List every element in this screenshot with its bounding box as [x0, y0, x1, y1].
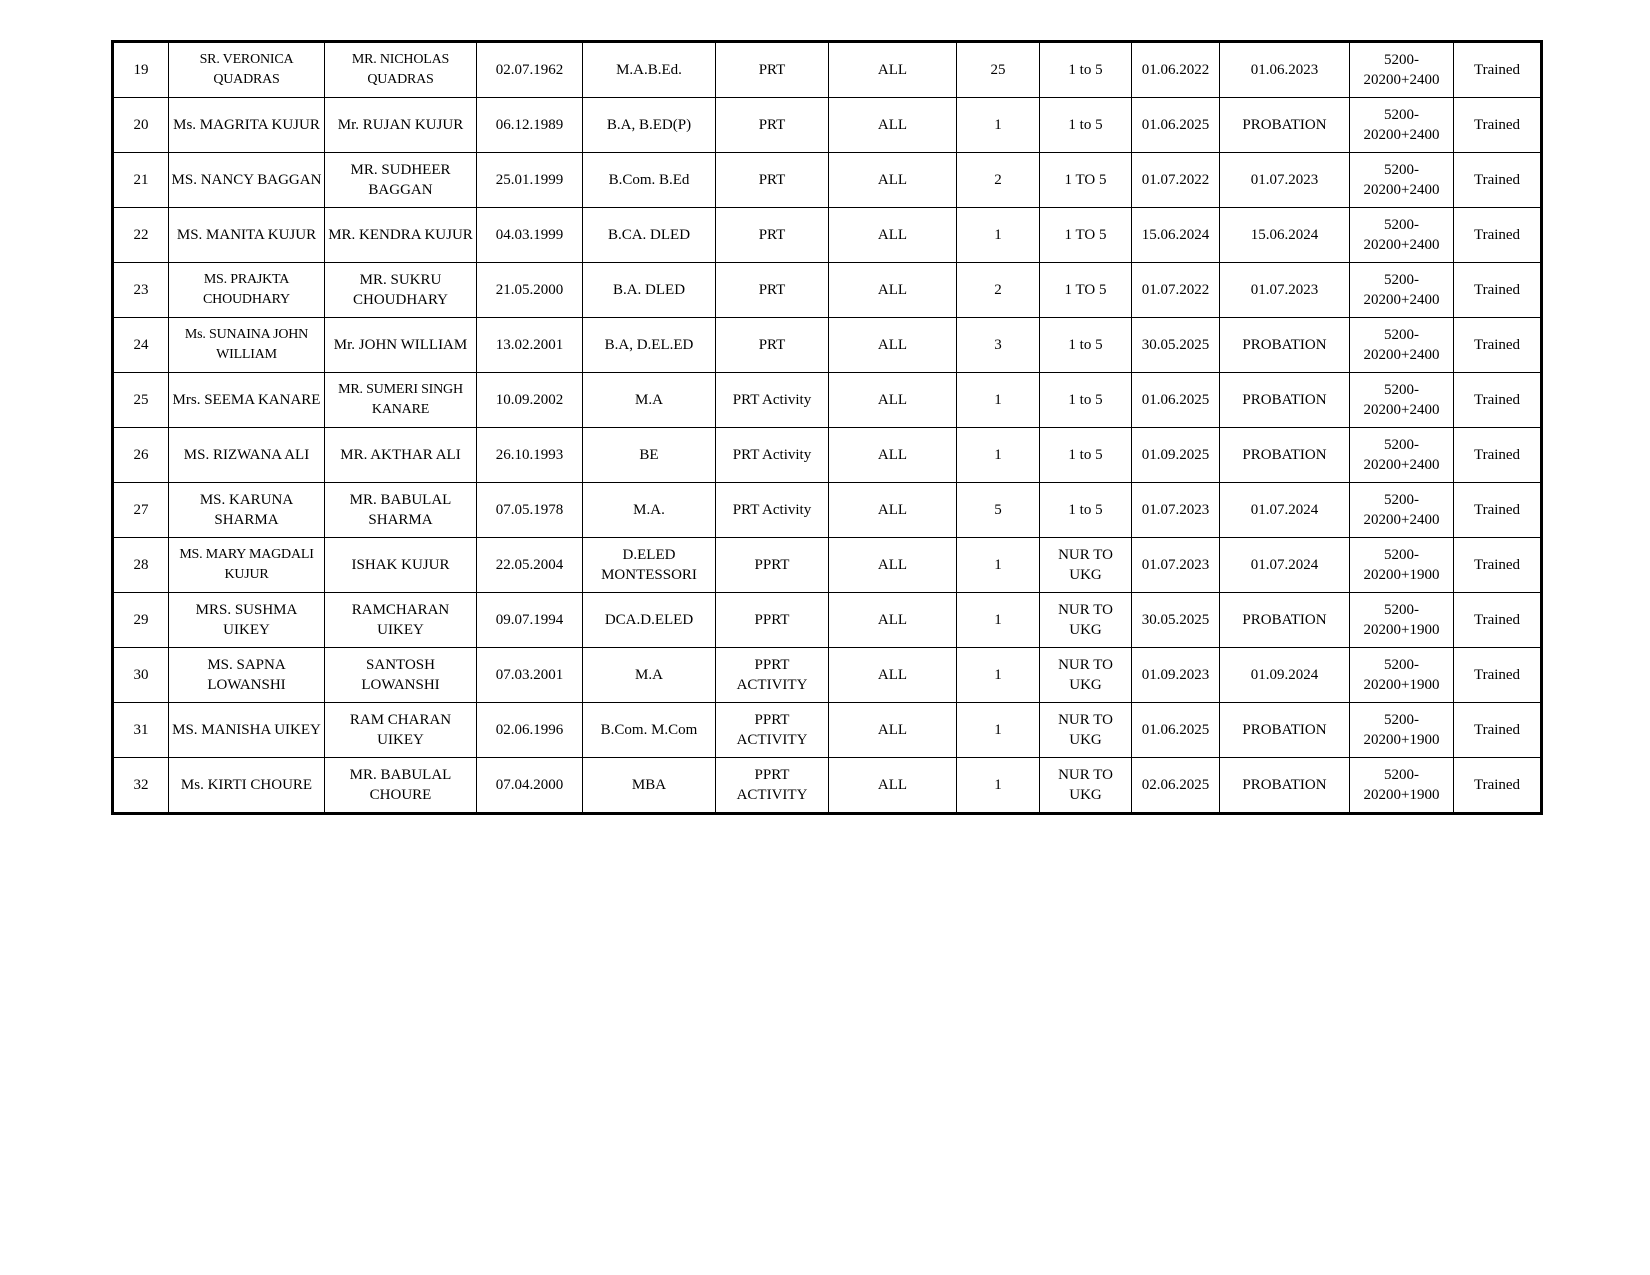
- teacher-name-cell: MRS. SUSHMA UIKEY: [169, 593, 325, 648]
- serial-number-cell: 25: [113, 373, 169, 428]
- pay-scale-cell: 5200-20200+1900: [1350, 703, 1454, 758]
- confirmation-date-cell: PROBATION: [1220, 428, 1350, 483]
- birth-date-cell: 09.07.1994: [477, 593, 583, 648]
- training-status-cell: Trained: [1454, 318, 1542, 373]
- teacher-name-cell: Ms. MAGRITA KUJUR: [169, 98, 325, 153]
- table-row: [113, 593, 1542, 648]
- serial-number-cell: 21: [113, 153, 169, 208]
- subject-cell: ALL: [829, 593, 957, 648]
- qualification-cell: M.A: [583, 373, 716, 428]
- table-row: [113, 153, 1542, 208]
- birth-date-cell: 10.09.2002: [477, 373, 583, 428]
- appointment-date-cell: 01.09.2025: [1132, 428, 1220, 483]
- qualification-cell: BE: [583, 428, 716, 483]
- classes-cell: 1 to 5: [1040, 98, 1132, 153]
- pay-scale-cell: 5200-20200+2400: [1350, 263, 1454, 318]
- confirmation-date-cell: 01.06.2023: [1220, 42, 1350, 98]
- training-status-cell: Trained: [1454, 703, 1542, 758]
- subject-cell: ALL: [829, 703, 957, 758]
- confirmation-date-cell: 01.07.2024: [1220, 483, 1350, 538]
- confirmation-date-cell: PROBATION: [1220, 98, 1350, 153]
- birth-date-cell: 04.03.1999: [477, 208, 583, 263]
- subject-cell: ALL: [829, 758, 957, 814]
- confirmation-date-cell: PROBATION: [1220, 703, 1350, 758]
- appointment-date-cell: 01.06.2025: [1132, 703, 1220, 758]
- experience-cell: 2: [957, 263, 1040, 318]
- teacher-name-cell: MS. MANISHA UIKEY: [169, 703, 325, 758]
- pay-scale-cell: 5200-20200+1900: [1350, 648, 1454, 703]
- serial-number-cell: 23: [113, 263, 169, 318]
- birth-date-cell: 13.02.2001: [477, 318, 583, 373]
- appointment-date-cell: 01.06.2022: [1132, 42, 1220, 98]
- table-row: [113, 538, 1542, 593]
- subject-cell: ALL: [829, 263, 957, 318]
- table-row: [113, 483, 1542, 538]
- subject-cell: ALL: [829, 318, 957, 373]
- qualification-cell: B.A, D.EL.ED: [583, 318, 716, 373]
- serial-number-cell: 32: [113, 758, 169, 814]
- father-name-cell: MR. SUMERI SINGH KANARE: [325, 373, 477, 428]
- training-status-cell: Trained: [1454, 428, 1542, 483]
- birth-date-cell: 26.10.1993: [477, 428, 583, 483]
- training-status-cell: Trained: [1454, 153, 1542, 208]
- teacher-name-cell: Mrs. SEEMA KANARE: [169, 373, 325, 428]
- staff-table-body: [113, 42, 1542, 814]
- subject-cell: ALL: [829, 483, 957, 538]
- birth-date-cell: 02.07.1962: [477, 42, 583, 98]
- teacher-name-cell: MS. NANCY BAGGAN: [169, 153, 325, 208]
- qualification-cell: M.A.: [583, 483, 716, 538]
- father-name-cell: MR. SUKRU CHOUDHARY: [325, 263, 477, 318]
- pay-scale-cell: 5200-20200+2400: [1350, 373, 1454, 428]
- table-row: [113, 428, 1542, 483]
- qualification-cell: D.ELED MONTESSORI: [583, 538, 716, 593]
- pay-scale-cell: 5200-20200+1900: [1350, 593, 1454, 648]
- birth-date-cell: 07.05.1978: [477, 483, 583, 538]
- appointment-date-cell: 15.06.2024: [1132, 208, 1220, 263]
- teacher-name-cell: MS. PRAJKTA CHOUDHARY: [169, 263, 325, 318]
- birth-date-cell: 02.06.1996: [477, 703, 583, 758]
- father-name-cell: MR. BABULAL CHOURE: [325, 758, 477, 814]
- teacher-name-cell: SR. VERONICA QUADRAS: [169, 42, 325, 98]
- post-cell: PRT: [716, 263, 829, 318]
- classes-cell: NUR TO UKG: [1040, 593, 1132, 648]
- table-row: [113, 318, 1542, 373]
- qualification-cell: B.Com. B.Ed: [583, 153, 716, 208]
- teacher-name-cell: MS. SAPNA LOWANSHI: [169, 648, 325, 703]
- subject-cell: ALL: [829, 98, 957, 153]
- teacher-name-cell: MS. MANITA KUJUR: [169, 208, 325, 263]
- teacher-name-cell: Ms. KIRTI CHOURE: [169, 758, 325, 814]
- post-cell: PPRT ACTIVITY: [716, 758, 829, 814]
- pay-scale-cell: 5200-20200+2400: [1350, 153, 1454, 208]
- staff-table: [111, 40, 1543, 815]
- teacher-name-cell: MS. KARUNA SHARMA: [169, 483, 325, 538]
- pay-scale-cell: 5200-20200+2400: [1350, 208, 1454, 263]
- father-name-cell: MR. SUDHEER BAGGAN: [325, 153, 477, 208]
- birth-date-cell: 21.05.2000: [477, 263, 583, 318]
- father-name-cell: RAM CHARAN UIKEY: [325, 703, 477, 758]
- subject-cell: ALL: [829, 648, 957, 703]
- father-name-cell: Mr. JOHN WILLIAM: [325, 318, 477, 373]
- pay-scale-cell: 5200-20200+2400: [1350, 428, 1454, 483]
- qualification-cell: DCA.D.ELED: [583, 593, 716, 648]
- training-status-cell: Trained: [1454, 648, 1542, 703]
- serial-number-cell: 22: [113, 208, 169, 263]
- qualification-cell: MBA: [583, 758, 716, 814]
- classes-cell: 1 to 5: [1040, 42, 1132, 98]
- post-cell: PRT Activity: [716, 428, 829, 483]
- experience-cell: 2: [957, 153, 1040, 208]
- table-row: [113, 208, 1542, 263]
- appointment-date-cell: 01.07.2022: [1132, 153, 1220, 208]
- teacher-name-cell: Ms. SUNAINA JOHN WILLIAM: [169, 318, 325, 373]
- father-name-cell: MR. BABULAL SHARMA: [325, 483, 477, 538]
- table-row: [113, 42, 1542, 98]
- subject-cell: ALL: [829, 42, 957, 98]
- post-cell: PRT: [716, 208, 829, 263]
- pay-scale-cell: 5200-20200+2400: [1350, 483, 1454, 538]
- confirmation-date-cell: PROBATION: [1220, 373, 1350, 428]
- classes-cell: NUR TO UKG: [1040, 758, 1132, 814]
- father-name-cell: Mr. RUJAN KUJUR: [325, 98, 477, 153]
- experience-cell: 1: [957, 648, 1040, 703]
- post-cell: PRT: [716, 42, 829, 98]
- post-cell: PPRT: [716, 593, 829, 648]
- subject-cell: ALL: [829, 153, 957, 208]
- pay-scale-cell: 5200-20200+1900: [1350, 538, 1454, 593]
- experience-cell: 1: [957, 98, 1040, 153]
- appointment-date-cell: 30.05.2025: [1132, 593, 1220, 648]
- appointment-date-cell: 02.06.2025: [1132, 758, 1220, 814]
- birth-date-cell: 07.03.2001: [477, 648, 583, 703]
- serial-number-cell: 30: [113, 648, 169, 703]
- table-row: [113, 758, 1542, 814]
- training-status-cell: Trained: [1454, 593, 1542, 648]
- teacher-name-cell: MS. RIZWANA ALI: [169, 428, 325, 483]
- experience-cell: 1: [957, 208, 1040, 263]
- serial-number-cell: 24: [113, 318, 169, 373]
- father-name-cell: MR. NICHOLAS QUADRAS: [325, 42, 477, 98]
- birth-date-cell: 25.01.1999: [477, 153, 583, 208]
- experience-cell: 25: [957, 42, 1040, 98]
- training-status-cell: Trained: [1454, 42, 1542, 98]
- training-status-cell: Trained: [1454, 758, 1542, 814]
- experience-cell: 1: [957, 373, 1040, 428]
- subject-cell: ALL: [829, 428, 957, 483]
- table-row: [113, 98, 1542, 153]
- pay-scale-cell: 5200-20200+2400: [1350, 318, 1454, 373]
- birth-date-cell: 07.04.2000: [477, 758, 583, 814]
- classes-cell: 1 TO 5: [1040, 263, 1132, 318]
- post-cell: PRT: [716, 318, 829, 373]
- post-cell: PRT Activity: [716, 483, 829, 538]
- qualification-cell: B.A, B.ED(P): [583, 98, 716, 153]
- serial-number-cell: 27: [113, 483, 169, 538]
- subject-cell: ALL: [829, 208, 957, 263]
- classes-cell: 1 to 5: [1040, 483, 1132, 538]
- experience-cell: 1: [957, 593, 1040, 648]
- classes-cell: NUR TO UKG: [1040, 538, 1132, 593]
- qualification-cell: B.Com. M.Com: [583, 703, 716, 758]
- table-row: [113, 703, 1542, 758]
- father-name-cell: SANTOSH LOWANSHI: [325, 648, 477, 703]
- post-cell: PPRT ACTIVITY: [716, 703, 829, 758]
- classes-cell: NUR TO UKG: [1040, 703, 1132, 758]
- experience-cell: 1: [957, 703, 1040, 758]
- teacher-name-cell: MS. MARY MAGDALI KUJUR: [169, 538, 325, 593]
- qualification-cell: M.A.B.Ed.: [583, 42, 716, 98]
- father-name-cell: ISHAK KUJUR: [325, 538, 477, 593]
- appointment-date-cell: 01.06.2025: [1132, 373, 1220, 428]
- classes-cell: 1 TO 5: [1040, 208, 1132, 263]
- pay-scale-cell: 5200-20200+2400: [1350, 42, 1454, 98]
- training-status-cell: Trained: [1454, 483, 1542, 538]
- serial-number-cell: 31: [113, 703, 169, 758]
- confirmation-date-cell: PROBATION: [1220, 318, 1350, 373]
- qualification-cell: B.CA. DLED: [583, 208, 716, 263]
- training-status-cell: Trained: [1454, 98, 1542, 153]
- confirmation-date-cell: 01.07.2023: [1220, 153, 1350, 208]
- experience-cell: 3: [957, 318, 1040, 373]
- table-row: [113, 373, 1542, 428]
- serial-number-cell: 28: [113, 538, 169, 593]
- appointment-date-cell: 30.05.2025: [1132, 318, 1220, 373]
- experience-cell: 1: [957, 428, 1040, 483]
- classes-cell: 1 to 5: [1040, 373, 1132, 428]
- pay-scale-cell: 5200-20200+2400: [1350, 98, 1454, 153]
- confirmation-date-cell: PROBATION: [1220, 758, 1350, 814]
- confirmation-date-cell: 01.09.2024: [1220, 648, 1350, 703]
- confirmation-date-cell: 15.06.2024: [1220, 208, 1350, 263]
- appointment-date-cell: 01.07.2022: [1132, 263, 1220, 318]
- father-name-cell: MR. AKTHAR ALI: [325, 428, 477, 483]
- birth-date-cell: 22.05.2004: [477, 538, 583, 593]
- serial-number-cell: 20: [113, 98, 169, 153]
- confirmation-date-cell: 01.07.2023: [1220, 263, 1350, 318]
- training-status-cell: Trained: [1454, 373, 1542, 428]
- serial-number-cell: 29: [113, 593, 169, 648]
- table-row: [113, 648, 1542, 703]
- serial-number-cell: 26: [113, 428, 169, 483]
- table-row: [113, 263, 1542, 318]
- experience-cell: 5: [957, 483, 1040, 538]
- subject-cell: ALL: [829, 373, 957, 428]
- birth-date-cell: 06.12.1989: [477, 98, 583, 153]
- subject-cell: ALL: [829, 538, 957, 593]
- qualification-cell: M.A: [583, 648, 716, 703]
- classes-cell: 1 to 5: [1040, 318, 1132, 373]
- qualification-cell: B.A. DLED: [583, 263, 716, 318]
- appointment-date-cell: 01.06.2025: [1132, 98, 1220, 153]
- post-cell: PPRT ACTIVITY: [716, 648, 829, 703]
- classes-cell: NUR TO UKG: [1040, 648, 1132, 703]
- classes-cell: 1 to 5: [1040, 428, 1132, 483]
- training-status-cell: Trained: [1454, 538, 1542, 593]
- confirmation-date-cell: 01.07.2024: [1220, 538, 1350, 593]
- post-cell: PRT Activity: [716, 373, 829, 428]
- training-status-cell: Trained: [1454, 208, 1542, 263]
- father-name-cell: RAMCHARAN UIKEY: [325, 593, 477, 648]
- appointment-date-cell: 01.07.2023: [1132, 538, 1220, 593]
- classes-cell: 1 TO 5: [1040, 153, 1132, 208]
- appointment-date-cell: 01.07.2023: [1132, 483, 1220, 538]
- father-name-cell: MR. KENDRA KUJUR: [325, 208, 477, 263]
- experience-cell: 1: [957, 538, 1040, 593]
- training-status-cell: Trained: [1454, 263, 1542, 318]
- pay-scale-cell: 5200-20200+1900: [1350, 758, 1454, 814]
- confirmation-date-cell: PROBATION: [1220, 593, 1350, 648]
- post-cell: PPRT: [716, 538, 829, 593]
- experience-cell: 1: [957, 758, 1040, 814]
- post-cell: PRT: [716, 153, 829, 208]
- post-cell: PRT: [716, 98, 829, 153]
- serial-number-cell: 19: [113, 42, 169, 98]
- appointment-date-cell: 01.09.2023: [1132, 648, 1220, 703]
